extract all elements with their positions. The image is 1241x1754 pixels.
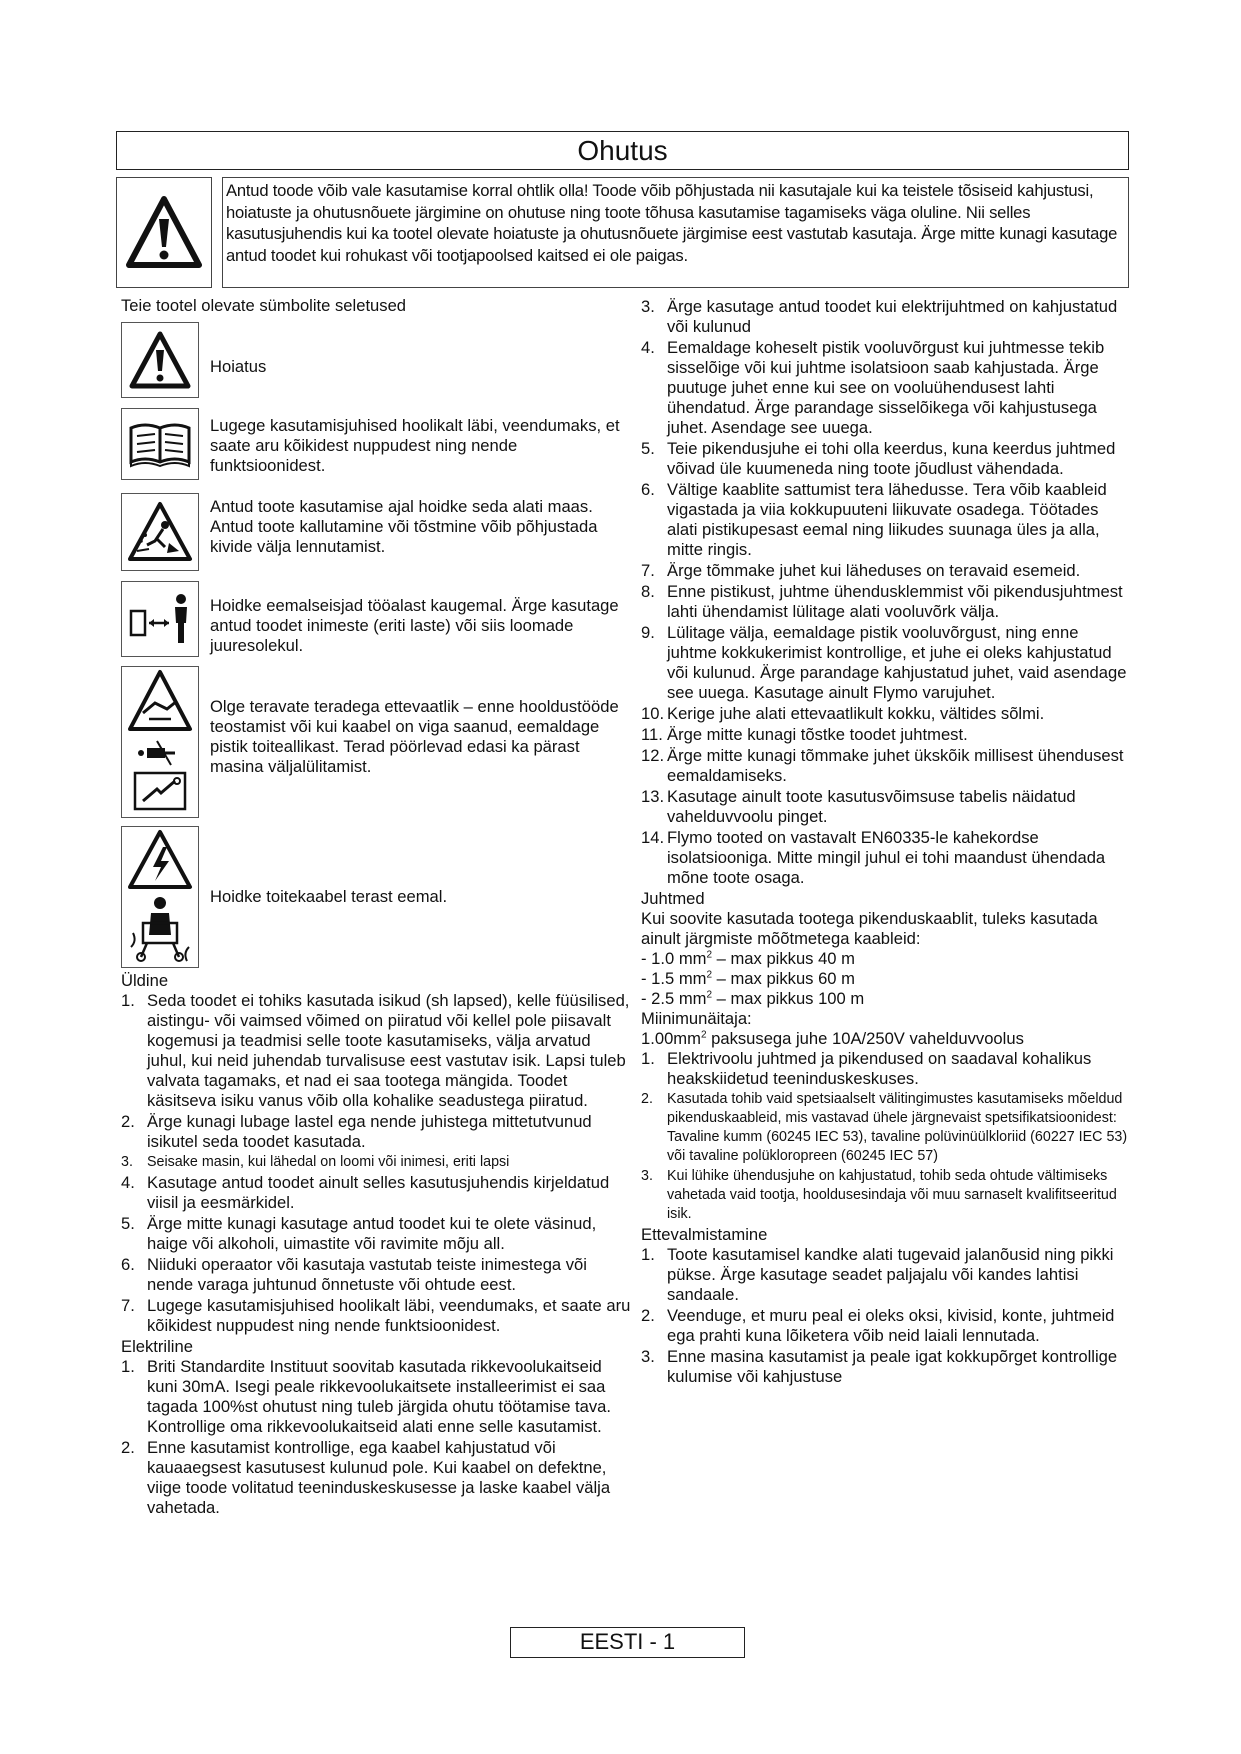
item-text: Niiduki operaator või kasutaja vastutab teiste inimestega või nende varaga juhtunud õnnetuste või ohtude eest. (147, 1255, 587, 1294)
list-item (121, 1255, 631, 1295)
item-text: Elektrivoolu juhtmed ja pikendused on saadaval kohalikus heakskiidetud teeninduskeskuses. (667, 1049, 1092, 1088)
superscript: 2 (700, 1029, 707, 1041)
page-footer: EESTI - 1 (510, 1627, 745, 1658)
sharp-blades-icon (127, 669, 193, 815)
cable-size-row (641, 969, 1131, 989)
symbol-frame-manual (121, 408, 199, 480)
superscript: 2 (706, 949, 713, 961)
item-number: 8. (641, 582, 655, 601)
symbol-text-keep-distance: Hoidke eemalseisjad tööalast kaugemal. Ärge kasutage antud toodet inimeste (eriti laste) või siis loomade juuresolekul. (210, 596, 619, 655)
item-text: Briti Standardite Instituut soovitab kasutada rikkevoolukaitseid kuni 30mA. Isegi peale rikkevoolukaitsete installeerimist ei saa tagada 100%st ohutust ning tuleb järgida ohutu töötamise tava. Kontrollige oma rikkevoolukaitseid alati enne selle kasutamist. (147, 1357, 612, 1436)
list-item (641, 480, 1131, 560)
list-item (121, 1173, 631, 1213)
list-item (121, 1357, 631, 1437)
minimum-rating: paksusega juhe 10A/250V vahelduvvoolus (706, 1029, 1024, 1048)
electric-hazard-icon (127, 829, 193, 965)
symbols-heading: Teie tootel olevate sümbolite seletused (121, 296, 407, 315)
item-text: Enne kasutamist kontrollige, ega kaabel kahjustatud või kauaaegsest kasutusest kulunud pole. Kui kaabel on defektne, viige toode volitatud teeninduskeskusesse ja laske kaabel välja vahetada. (147, 1438, 611, 1517)
list-item (641, 297, 1131, 337)
cables-heading: Juhtmed (641, 889, 705, 908)
item-text: Ärge kasutage antud toodet kui elektrijuhtmed on kahjustatud või kulunud (667, 297, 1118, 336)
item-number: 6. (641, 480, 655, 499)
item-number: 3. (641, 1168, 653, 1184)
list-item (121, 1214, 631, 1254)
item-number: 7. (121, 1296, 135, 1315)
cable-size-row (641, 949, 1131, 969)
minimum-area: 1.00mm (641, 1029, 701, 1048)
item-text: Ärge kunagi lubage lastel ega nende juhistega mittetutvunud isikutel seda toodet kasutada. (147, 1112, 592, 1151)
item-number: 1. (121, 991, 135, 1010)
item-number: 3. (641, 297, 655, 316)
item-number: 4. (121, 1173, 135, 1192)
list-item (641, 704, 1131, 724)
page-title: Ohutus (116, 131, 1129, 170)
list-item (641, 1347, 1131, 1387)
list-item (641, 1049, 1131, 1089)
item-text: Lugege kasutamisjuhised hoolikalt läbi, veendumaks, et saate aru kõikidest nuppudest ning nende funktsioonidest. (147, 1296, 631, 1335)
list-item (641, 787, 1131, 827)
right-column (641, 297, 1131, 1388)
list-item (121, 991, 631, 1111)
item-text: Eemaldage koheselt pistik vooluvõrgust kui juhtmesse tekib sisselõige või kui juhtme isolatsioon saab kahjustada. Ärge puutuge juhet enne kui see on vooluühendusest lahti ühendatud. Ärge parandage sisselõikega või kahjustusega juhet. Asendage see uuega. (667, 338, 1105, 437)
item-number: 2. (641, 1091, 653, 1107)
item-text: Ärge tõmmake juhet kui läheduses on teravaid esemeid. (667, 561, 1081, 580)
list-item (641, 1090, 1131, 1166)
item-text: Kasutada tohib vaid spetsiaalselt välitingimustes kasutamiseks mõeldud pikenduskaableid, mis vastavad ühele järgnevaist spetsifikatsioonidest: Tavaline kumm (60245 IEC 53), tavaline polüvinüülkloriid (60227 IEC 53) või tavaline polükloropreen (60245 IEC 57) (667, 1091, 1128, 1164)
list-item (641, 725, 1131, 745)
list-item (641, 623, 1131, 703)
list-item (641, 828, 1131, 888)
item-number: 5. (121, 1214, 135, 1233)
item-text: Ärge mitte kunagi tõmmake juhet ükskõik millisest ühendusest eemaldamiseks. (667, 746, 1124, 785)
item-number: 1. (641, 1245, 655, 1264)
item-number: 3. (641, 1347, 655, 1366)
item-number: 3. (121, 1154, 133, 1170)
item-number: 2. (641, 1306, 655, 1325)
item-number: 9. (641, 623, 655, 642)
symbol-text-electric-hazard: Hoidke toitekaabel terast eemal. (210, 887, 448, 906)
list-item (641, 582, 1131, 622)
item-text: Ärge mitte kunagi tõstke toodet juhtmest. (667, 725, 968, 744)
item-text: Vältige kaablite sattumist tera lähedusse. Tera võib kaableid vigastada ja viia kokkupuuteni liikuvate osadega. Töötades alati pistikupesast eemal ning liikudes suunaga üles ja alla, mitte ringis. (667, 480, 1107, 559)
warning-text: Antud toode võib vale kasutamise korral ohtlik olla! Toode võib põhjustada nii kasutajale kui ka teistele tõsiseid kahjustusi, hoiatuste ja ohutusnõuete järgimine on ohutuse ning toote tõhusa kasutamise tagamiseks väga oluline. Nii selles kasutusjuhendis kui ka tootel olevate hoiatuste ja ohutusnõuete järgimise eest vastutab kasutaja. Ärge mitte kunagi kasutage antud toodet kui rohukast või tootjapoolsed kaitsed ei ole paigas. (222, 177, 1129, 288)
item-text: Kerige juhe alati ettevaatlikult kokku, vältides sõlmi. (667, 704, 1045, 723)
item-number: 11. (641, 725, 663, 744)
item-number: 12. (641, 746, 665, 765)
item-text: Veenduge, et muru peal ei oleks oksi, kivisid, konte, juhtmeid ega prahti kuna lõiketera võib neid laiali lennutada. (667, 1306, 1115, 1345)
superscript: 2 (706, 989, 713, 1001)
left-column (121, 971, 631, 1519)
item-text: Kui lühike ühendusjuhe on kahjustatud, tohib seda ohtude vältimiseks vahetada vaid tootja, hooldusesindaja või muu sarnaselt kvalifitseeritud isik. (667, 1168, 1117, 1222)
item-text: Lülitage välja, eemaldage pistik vooluvõrgust, ning enne juhtme kokkukerimist kontrollige, et juhe ei oleks kahjustatud või kulunud. Ärge parandage kahjustatud juhet, vaid asendage see uuega. Kasutage ainult Flymo varujuhet. (667, 623, 1127, 702)
symbol-text-manual: Lugege kasutamisjuhised hoolikalt läbi, veendumaks, et saate aru kõikidest nuppudest ning nende funktsioonidest. (210, 416, 620, 475)
symbol-frame-keep-distance (121, 581, 199, 657)
item-text: Seda toodet ei tohiks kasutada isikud (sh lapsed), kelle füüsilised, aistingu- või vaimsed võimed on piiratud või kellel pole piisavalt kogemusi ja teadmisi selle toote kasutamiseks, välja arvatud juhul, kui neid juhendab turvalisuse eest vastutav isik. Lapsi tuleb valvata tagamaks, et nad ei saa tootega mängida. Toodet käsitseva isiku vanus võib olla kohalike seadustega piiratud. (147, 991, 630, 1110)
thrown-objects-icon (127, 501, 193, 563)
cable-area: - 1.0 mm (641, 949, 707, 968)
minimum-spec (641, 1029, 1131, 1049)
item-text: Toote kasutamisel kandke alati tugevaid jalanõusid ning pikki pükse. Ärge kasutage seadet paljajalu või kandes lahtisi sandaale. (667, 1245, 1114, 1304)
item-number: 7. (641, 561, 655, 580)
electrical-heading: Elektriline (121, 1337, 193, 1356)
item-number: 4. (641, 338, 655, 357)
item-text: Teie pikendusjuhe ei tohi olla keerdus, kuna keerdus juhtmed võivad üle kuumeneda ning toote jõudlust vähendada. (667, 439, 1116, 478)
symbol-frame-thrown-objects (121, 493, 199, 571)
item-number: 10. (641, 704, 665, 723)
cable-area: - 2.5 mm (641, 989, 707, 1008)
open-book-icon (127, 418, 193, 470)
list-item (121, 1438, 631, 1518)
item-number: 13. (641, 787, 665, 806)
item-number: 2. (121, 1112, 135, 1131)
symbol-frame-sharp-blades (121, 666, 199, 818)
item-number: 1. (121, 1357, 135, 1376)
warning-triangle-icon (126, 195, 202, 271)
list-item (121, 1296, 631, 1336)
preparation-heading: Ettevalmistamine (641, 1225, 768, 1244)
list-item (641, 338, 1131, 438)
item-number: 1. (641, 1049, 655, 1068)
warning-triangle-icon (129, 331, 191, 389)
warning-icon-frame (116, 177, 212, 288)
item-text: Ärge mitte kunagi kasutage antud toodet kui te olete väsinud, haige või alkoholi, uimastite või ravimite mõju all. (147, 1214, 597, 1253)
item-number: 14. (641, 828, 665, 847)
item-text: Enne masina kasutamist ja peale igat kokkupõrget kontrollige kulumise või kahjustuse (667, 1347, 1118, 1386)
list-item (121, 1153, 631, 1172)
symbol-frame-electric-hazard (121, 826, 199, 968)
item-text: Flymo tooted on vastavalt EN60335-le kahekordse isolatsiooniga. Mitte mingil juhul ei tohi maandust ühendada mõne toote osaga. (667, 828, 1106, 887)
cable-length: – max pikkus 60 m (712, 969, 855, 988)
general-heading: Üldine (121, 971, 169, 990)
cables-intro: Kui soovite kasutada tootega pikenduskaablit, tuleks kasutada ainult järgmiste mõõtmetega kaableid: (641, 909, 1098, 948)
minimum-heading: Miinimunäitaja: (641, 1009, 752, 1028)
list-item (641, 1245, 1131, 1305)
list-item (641, 1167, 1131, 1224)
symbol-text-warning: Hoiatus (210, 357, 267, 376)
list-item (641, 1306, 1131, 1346)
list-item (641, 439, 1131, 479)
symbol-text-thrown-objects: Antud toote kasutamise ajal hoidke seda alati maas. Antud toote kallutamine või tõstmine võib põhjustada kivide välja lennutamist. (210, 497, 598, 556)
list-item (641, 561, 1131, 581)
list-item (121, 1112, 631, 1152)
superscript: 2 (706, 969, 713, 981)
cable-size-row (641, 989, 1131, 1009)
item-number: 2. (121, 1438, 135, 1457)
symbol-frame-warning (121, 322, 199, 398)
cable-area: - 1.5 mm (641, 969, 707, 988)
list-item (641, 746, 1131, 786)
item-text: Enne pistikust, juhtme ühendusklemmist või pikendusjuhtmest lahti ühendamist lülitage alati vooluvõrk välja. (667, 582, 1123, 621)
keep-distance-icon (127, 589, 193, 649)
item-text: Seisake masin, kui lähedal on loomi või inimesi, eriti lapsi (147, 1154, 510, 1170)
item-text: Kasutage ainult toote kasutusvõimsuse tabelis näidatud vahelduvvoolu pinget. (667, 787, 1076, 826)
cable-length: – max pikkus 40 m (712, 949, 855, 968)
item-text: Kasutage antud toodet ainult selles kasutusjuhendis kirjeldatud viisil ja eesmärkidel. (147, 1173, 610, 1212)
symbol-text-sharp-blades: Olge teravate teradega ettevaatlik – enne hooldustööde teostamist või kui kaabel on viga saanud, eemaldage pistik toiteallikast. Terad pöörlevad edasi ka pärast masina väljalülitamist. (210, 697, 619, 776)
cable-length: – max pikkus 100 m (712, 989, 865, 1008)
item-number: 6. (121, 1255, 135, 1274)
item-number: 5. (641, 439, 655, 458)
